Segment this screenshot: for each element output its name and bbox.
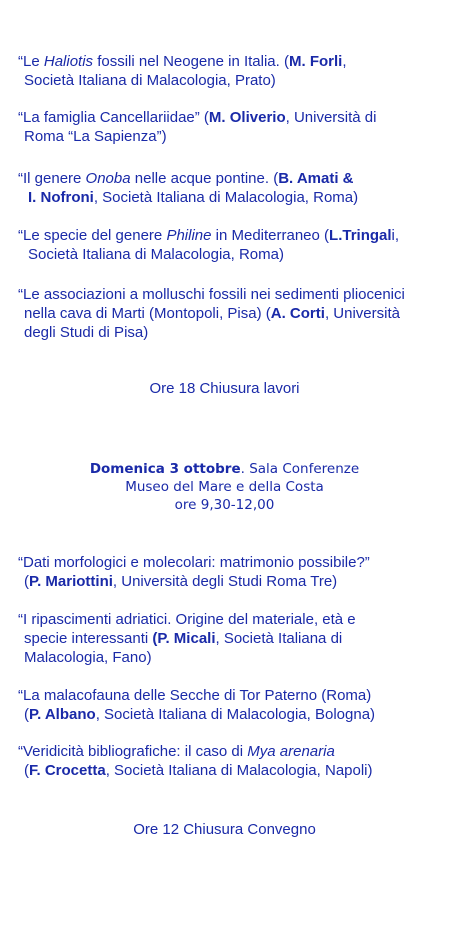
talk-affiliation: Società Italiana di Malacologia, Prato) <box>24 72 276 89</box>
talk-onoba <box>18 169 443 207</box>
talk-title-line: specie interessanti (P. Micali, Società Italiana di <box>24 630 343 647</box>
talk-title-line: “Le associazioni a molluschi fossili nei sedimenti pliocenici <box>18 286 405 303</box>
talk-affiliation: Malacologia, Fano) <box>24 649 152 666</box>
talk-philine <box>18 226 443 264</box>
speaker-name: (P. Micali <box>152 630 216 647</box>
speaker-name: A. Corti <box>270 305 325 322</box>
talk-affiliation: degli Studi di Pisa) <box>24 324 149 341</box>
talk-title-line: “Le Haliotis fossili nel Neogene in Italia. (M. Forli, <box>18 53 347 70</box>
session-day-venue: Domenica 3 ottobre. Sala Conferenze <box>89 461 360 477</box>
talk-title-line: “Veridicità bibliografiche: il caso di Mya arenaria <box>18 743 335 760</box>
speaker-name: F. Crocetta <box>29 762 106 779</box>
closing-saturday: Ore 18 Chiusura lavori <box>149 380 300 397</box>
talk-title-line: “La malacofauna delle Secche di Tor Paterno (Roma) <box>18 687 372 704</box>
speaker-name: I. Nofroni <box>28 189 94 206</box>
speaker-name: P. Mariottini <box>29 573 113 590</box>
talk-ripascimenti-adriatici <box>18 610 443 667</box>
session-time: ore 9,30-12,00 <box>174 497 275 513</box>
talk-affiliation: I. Nofroni, Società Italiana di Malacologia, Roma) <box>28 189 359 206</box>
talk-haliotis <box>18 52 443 90</box>
talk-affiliation: Roma “La Sapienza”) <box>24 128 167 145</box>
sunday-session-header <box>0 460 449 514</box>
talk-dati-morfologici <box>18 553 443 591</box>
talk-title-line: nella cava di Marti (Montopoli, Pisa) (A. Corti, Università <box>24 305 400 322</box>
talk-title-line: “Il genere Onoba nelle acque pontine. (B. Amati & <box>18 170 354 187</box>
talk-title-line: “I ripascimenti adriatici. Origine del materiale, età e <box>18 611 356 628</box>
speaker-name: M. Forli <box>288 53 343 70</box>
talk-affiliation: (F. Crocetta, Società Italiana di Malacologia, Napoli) <box>24 762 373 779</box>
speaker-name: P. Albano <box>29 706 96 723</box>
talk-title-line: “La famiglia Cancellariidae” (M. Oliverio, Università di <box>18 109 377 126</box>
speaker-name: L.Tringal <box>329 227 392 244</box>
talk-affiliation: (P. Mariottini, Università degli Studi Roma Tre) <box>24 573 338 590</box>
talk-associazioni-molluschi <box>18 285 443 342</box>
talk-mya-arenaria <box>18 742 443 780</box>
talk-affiliation: (P. Albano, Società Italiana di Malacologia, Bologna) <box>24 706 376 723</box>
speaker-name: B. Amati & <box>278 170 354 187</box>
speaker-name: M. Oliverio <box>208 109 286 126</box>
talk-cancellariidae <box>18 108 443 146</box>
talk-title-line: “Le specie del genere Philine in Mediterraneo (L.Tringali, <box>18 227 400 244</box>
closing-sunday: Ore 12 Chiusura Convegno <box>133 821 316 838</box>
session-venue: Museo del Mare e della Costa <box>125 479 324 495</box>
talk-title-line: “Dati morfologici e molecolari: matrimonio possibile?” <box>18 554 370 571</box>
talk-malacofauna-tor-paterno <box>18 686 443 724</box>
talk-affiliation: Società Italiana di Malacologia, Roma) <box>28 246 284 263</box>
